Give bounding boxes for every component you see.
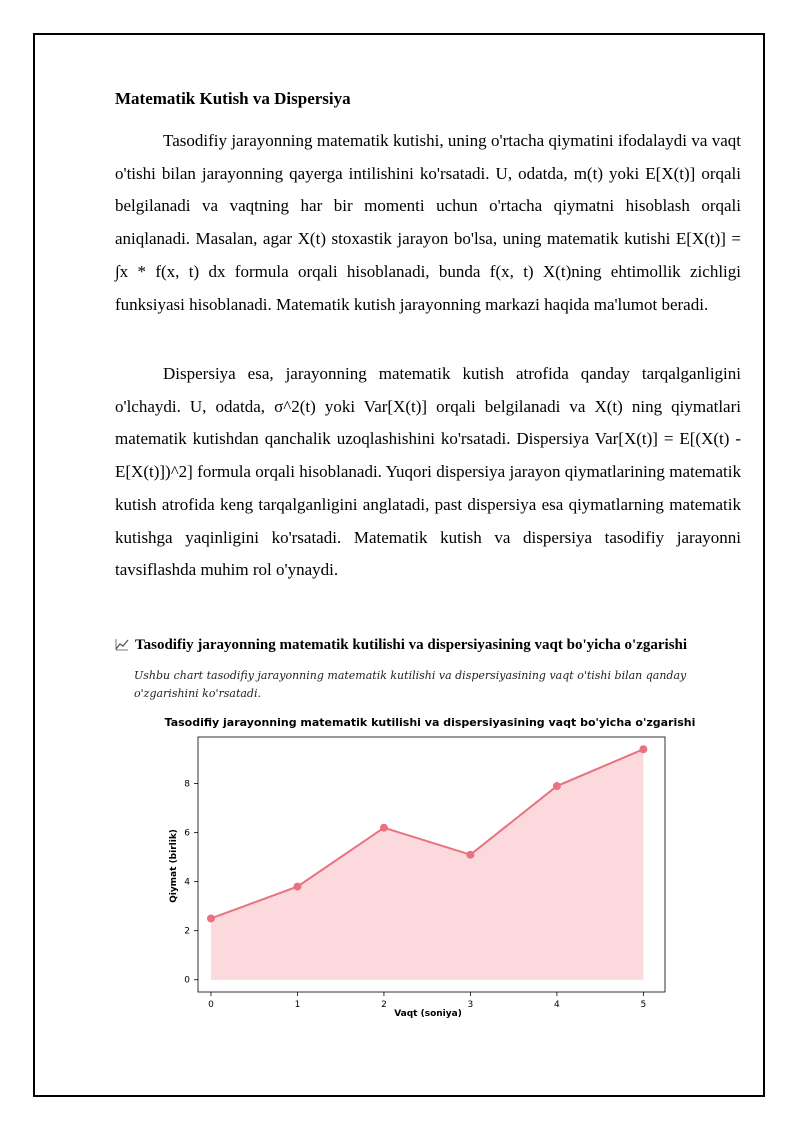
y-axis-label: Qiymat (birlik) — [169, 829, 179, 903]
figure-title-text: Tasodifiy jarayonning matematik kutilishi va dispersiyasining vaqt bo'yicha o'zgarishi — [135, 637, 688, 653]
y-tick-label: 6 — [184, 828, 190, 839]
plot-area — [184, 737, 665, 1010]
figure-title — [115, 637, 687, 654]
y-tick-label: 4 — [184, 877, 190, 888]
chart-title: Tasodifiy jarayonning matematik kutilishi va dispersiyasining vaqt bo'yicha o'zgarishi — [164, 716, 696, 729]
section-heading: Matematik Kutish va Dispersiya — [115, 89, 351, 108]
area-fill — [211, 749, 643, 979]
y-tick-label: 8 — [184, 779, 190, 790]
x-axis-label: Vaqt (soniya) — [394, 1009, 462, 1019]
data-point — [466, 851, 474, 859]
data-point — [380, 824, 388, 832]
paragraph-variance: Dispersiya esa, jarayonning matematik kutish atrofida qanday tarqalganligini o'lchaydi. U, odatda, σ^2(t) yoki Var[X(t)] orqali belgilanadi va X(t) ning qiymatlari matematik kutishdan qanchalik uzoqlashishini ko'rsatadi. Dispersiya Var[X(t)] = E[(X(t) - E[X(t)])^2] formula orqali hisoblanadi. Yuqori dispersiya jarayon qiymatlarining matematik kutish atrofida keng tarqalganligini anglatadi, past dispersiya esa qiymatlarning matematik kutishga yaqinligini ko'rsatadi. Matematik kutish va dispersiya tasodifiy jarayonni tavsiflashda muhim rol o'ynaydi. — [115, 364, 741, 580]
data-point — [639, 745, 647, 753]
x-tick-label: 5 — [640, 1000, 647, 1010]
figure-caption: Ushbu chart tasodifiy jarayonning matematik kutilishi va dispersiyasining vaqt o'tishi bilan qanday o'zgarishini ko'rsatadi. — [134, 669, 687, 700]
data-point — [553, 782, 561, 790]
chart-line-icon — [115, 638, 129, 651]
data-point — [207, 914, 215, 922]
x-tick-label: 2 — [381, 1000, 387, 1010]
x-tick-label: 3 — [467, 1000, 474, 1010]
x-tick-label: 1 — [294, 1000, 301, 1010]
x-tick-label: 4 — [554, 1000, 560, 1010]
data-point — [293, 883, 301, 891]
x-tick-label: 0 — [208, 1000, 214, 1010]
y-tick-label: 2 — [184, 926, 190, 937]
paragraph-mean: Tasodifiy jarayonning matematik kutishi, uning o'rtacha qiymatini ifodalaydi va vaqt o'tishi bilan jarayonning qayerga intilishini ko'rsatadi. U, odatda, m(t) yoki E[X(t)] orqali belgilanadi va vaqtning har bir momenti uchun o'rtacha qiymatni hisoblash orqali aniqlanadi. Masalan, agar X(t) stoxastik jarayon bo'lsa, uning matematik kutishi E[X(t)] = ∫x * f(x, t) dx formula orqali hisoblanadi, bunda f(x, t) X(t)ning ehtimollik zichligi funksiyasi hisoblanadi. Matematik kutish jarayonning markazi haqida ma'lumot beradi. — [115, 131, 741, 314]
chart — [160, 710, 705, 1030]
y-tick-label: 0 — [184, 975, 190, 986]
